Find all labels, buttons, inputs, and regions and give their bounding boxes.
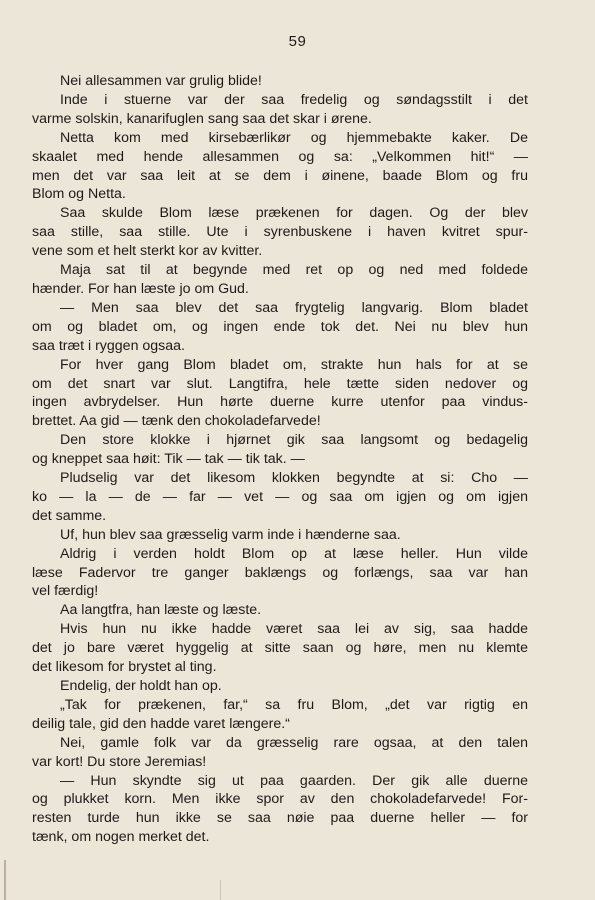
text-line: Inde i stuerne var der saa fredelig og søndagsstilt i det xyxy=(60,91,528,108)
text-line: Aa langtfra, han læste og læste. xyxy=(60,602,262,619)
text-line: varme solskin, kanarifuglen sang saa det skar i ørene. xyxy=(32,110,372,127)
text-line: saa træt i ryggen ogsaa. xyxy=(32,337,185,354)
text-line: resten turde hun ikke se saa nøie paa duerne heller — for xyxy=(32,810,528,827)
text-line: men det var saa leit at se dem i øinene, baade Blom og fru xyxy=(32,167,528,184)
text-line: det jo bare været hyggelig at sitte saan og høre, men nu klemte xyxy=(32,640,528,657)
text-line: det samme. xyxy=(32,507,107,524)
page-number: 59 xyxy=(288,33,307,50)
text-line: — Hun skyndte sig ut paa gaarden. Der gik alle duerne xyxy=(60,772,528,789)
text-line: Endelig, der holdt han op. xyxy=(60,678,222,694)
text-line: Uf, hun blev saa græsselig varm inde i hænderne saa. xyxy=(60,526,401,543)
text-line: Den store klokke i hjørnet gik saa langsomt og bedagelig xyxy=(60,432,528,449)
text-line: om det snart var slut. Langtifra, hele tætte siden nedover og xyxy=(32,375,528,392)
text-line: — Men saa blev det saa frygtelig langvarig. Blom bladet xyxy=(60,299,528,316)
text-line: hænder. For han læste jo om Gud. xyxy=(32,280,249,297)
text-line: For hver gang Blom bladet om, strakte hun hals for at se xyxy=(60,356,528,373)
text-line: det likesom for brystet al ting. xyxy=(32,659,217,676)
text-line: Saa skulde Blom læse prækenen for dagen. Og der blev xyxy=(60,205,528,222)
scan-edge-mark xyxy=(4,860,6,900)
text-line: tænk, om nogen merket det. xyxy=(32,829,210,846)
body-text xyxy=(32,72,528,847)
text-line: Aldrig i verden holdt Blom op at læse heller. Hun vilde xyxy=(60,545,528,562)
text-line: vel færdig! xyxy=(32,583,99,600)
scan-edge-mark xyxy=(220,880,221,900)
text-line: Nei allesammen var grulig blide! xyxy=(60,73,262,89)
text-line: om og bladet om, og ingen ende tok det. Nei nu blev hun xyxy=(32,318,528,335)
text-line: brettet. Aa gid — tænk den chokoladefarvede! xyxy=(32,413,321,430)
text-line: ko — la — de — far — vet — og saa om igjen og om igjen xyxy=(32,488,528,505)
text-line: læse Fadervor tre ganger baklængs og forlængs, saa var han xyxy=(32,564,528,581)
text-line: og plukket korn. Men ikke spor av den chokoladefarvede! For- xyxy=(32,791,528,808)
text-line: Hvis hun nu ikke hadde været saa lei av sig, saa hadde xyxy=(60,621,528,638)
text-line: ingen avbrydelser. Hun hørte duerne kurre utenfor paa vindus- xyxy=(32,394,528,411)
text-line: Blom og Netta. xyxy=(32,186,126,203)
text-line: Netta kom med kirsebærlikør og hjemmebakte kaker. De xyxy=(60,129,528,146)
text-line: Nei, gamle folk var da græsselig rare ogsaa, at den talen xyxy=(60,734,528,751)
text-line: var kort! Du store Jeremias! xyxy=(32,753,207,770)
text-line: Maja sat til at begynde med ret op og ned med foldede xyxy=(60,262,528,279)
text-line: deilig tale, gid den hadde varet længere.“ xyxy=(32,715,290,732)
text-line: skaalet med hende allesammen og sa: „Velkommen hit!“ — xyxy=(32,148,528,165)
text-line: „Tak for prækenen, far,“ sa fru Blom, „det var rigtig en xyxy=(60,696,528,713)
text-line: Pludselig var det likesom klokken begyndte at si: Cho — xyxy=(60,470,528,487)
text-line: saa stille, saa stille. Ute i syrenbuskene i haven kvitret spur- xyxy=(32,224,528,241)
text-line: vene som et helt sterkt kor av kvitter. xyxy=(32,243,263,260)
text-line: og kneppet saa høit: Tik — tak — tik tak. — xyxy=(32,451,305,468)
